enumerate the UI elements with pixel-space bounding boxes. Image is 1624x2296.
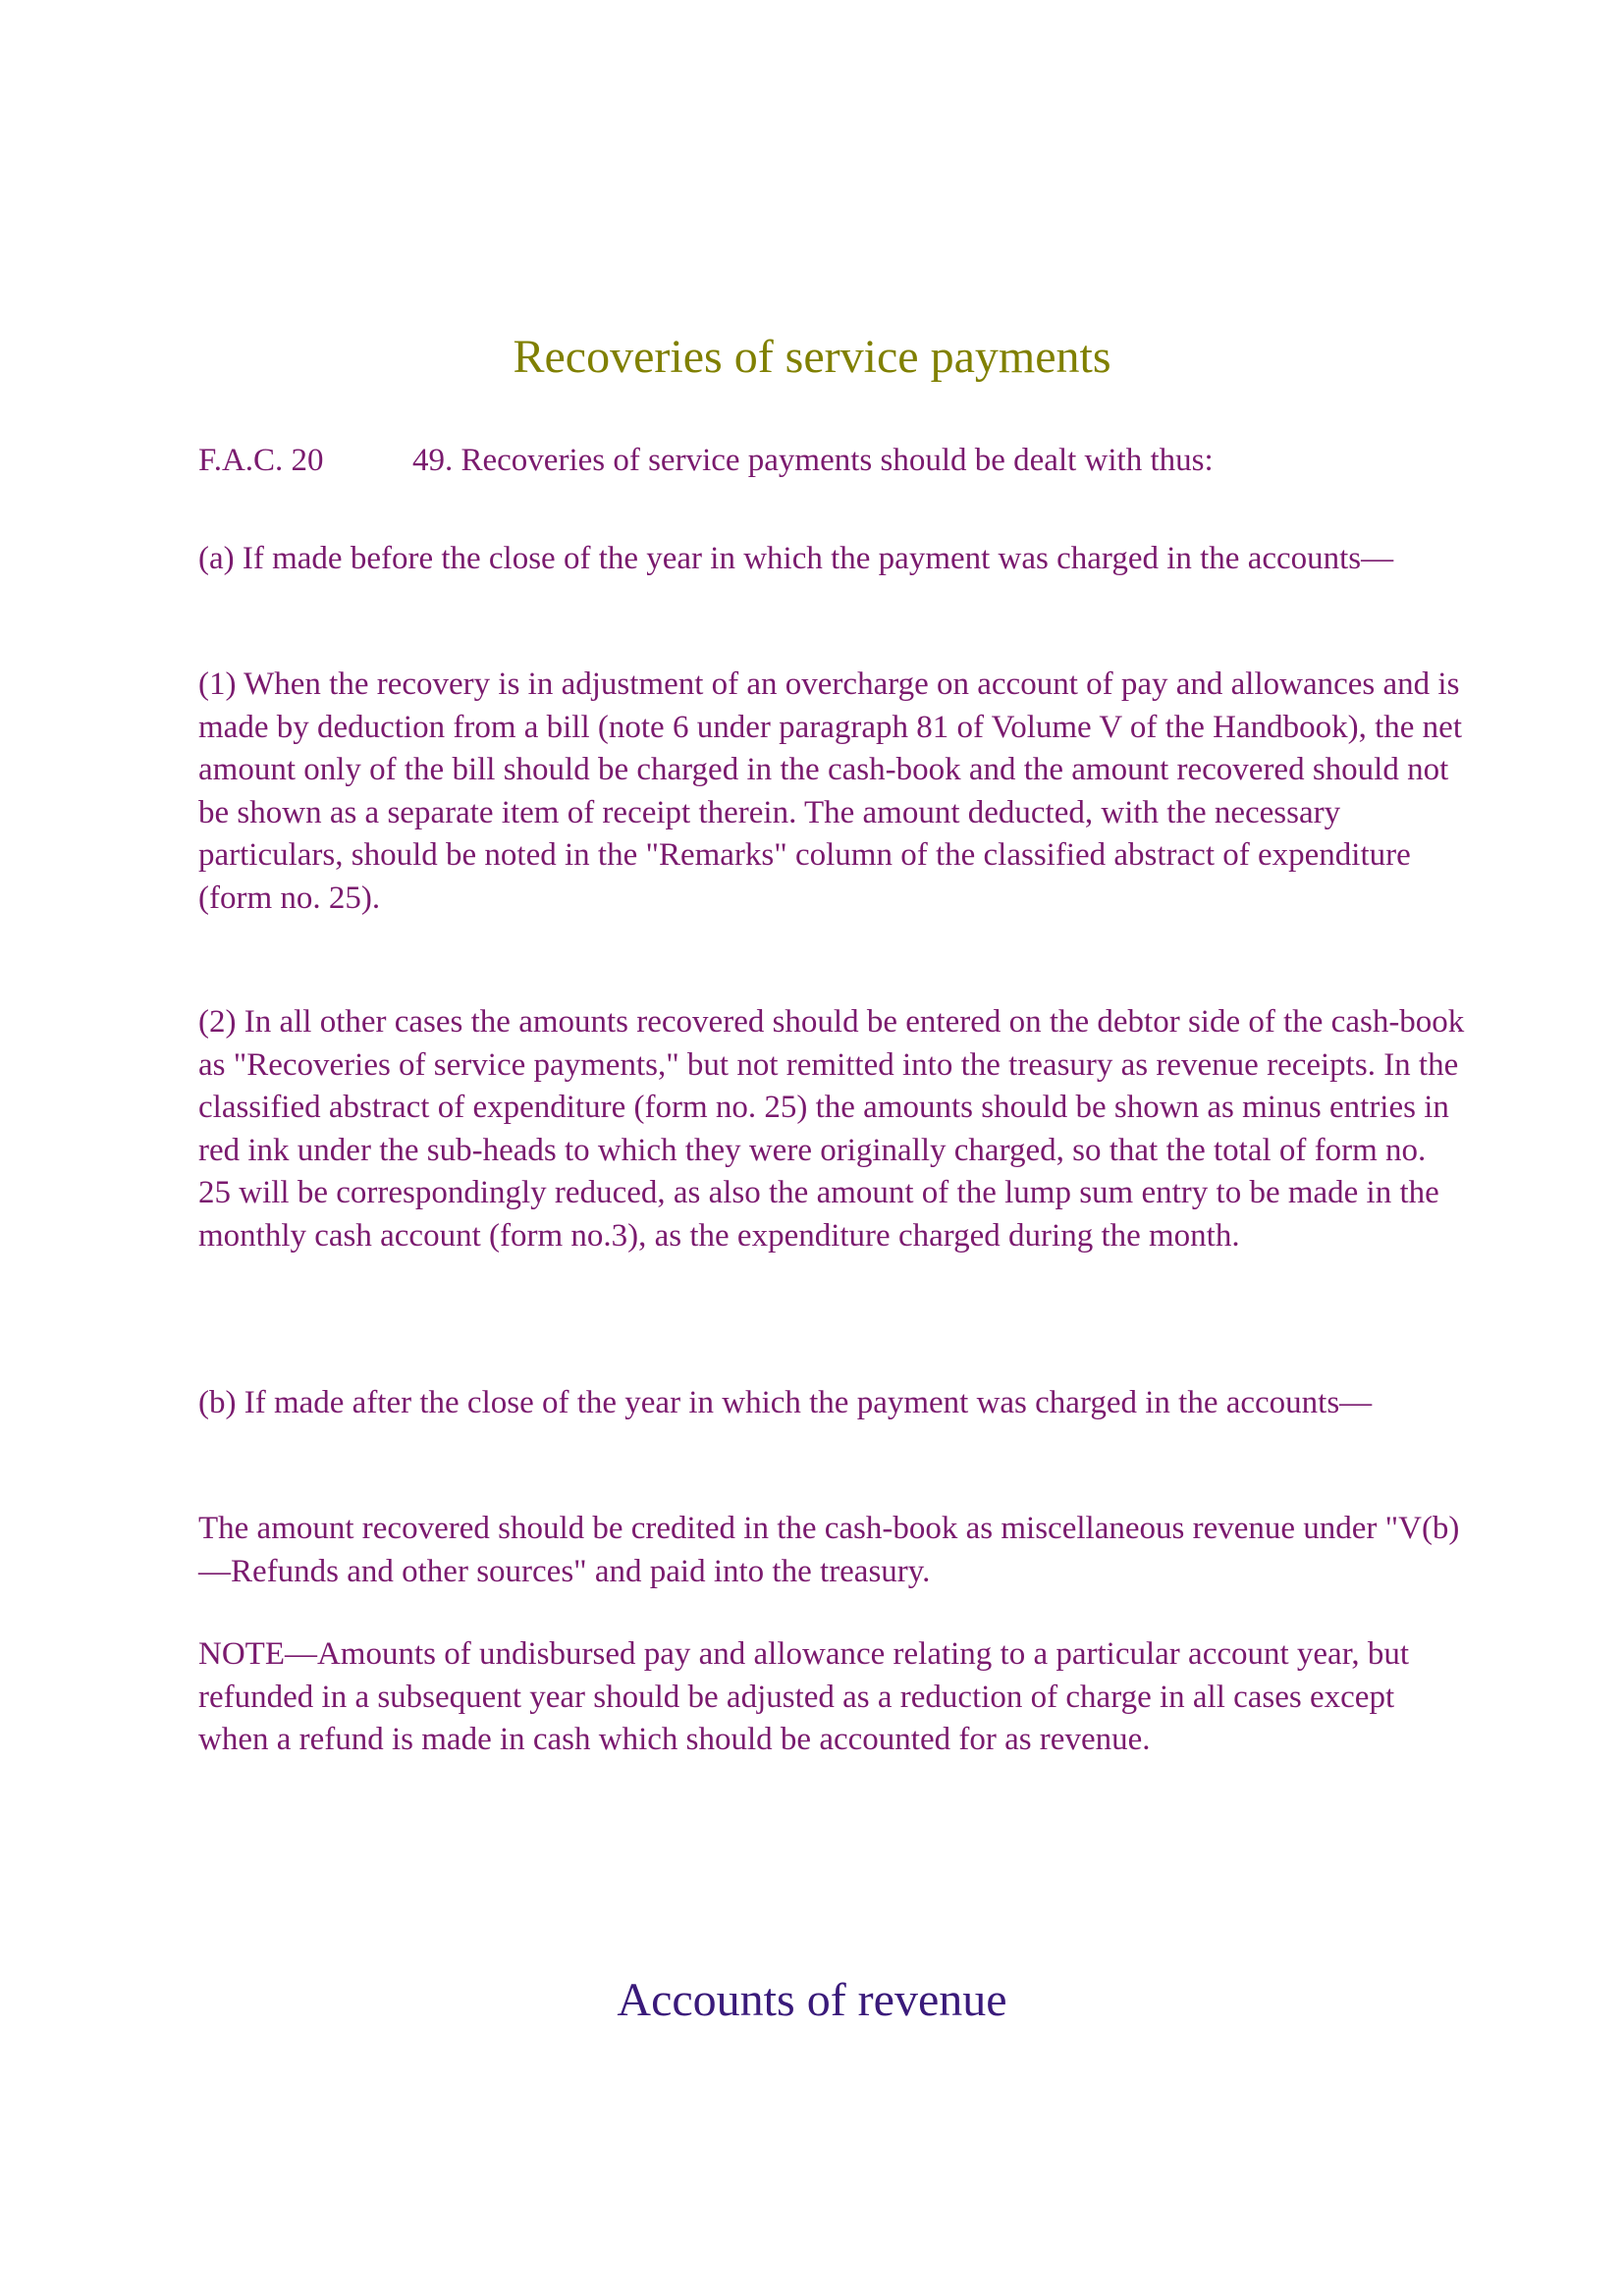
- section-title-next: Accounts of revenue: [617, 1974, 1007, 2026]
- clause-b-detail: The amount recovered should be credited in the cash-book as miscellaneous revenue under "V(b)—Refunds and other sources" and paid into the treasury.: [198, 1511, 1460, 1589]
- clause-2: (2) In all other cases the amounts recovered should be entered on the debtor side of the cash-book as "Recoveries of service payments," but not remitted into the treasury as revenue receipts. In the classified abstract of expenditure (form no. 25) the amounts should be shown as minus entries in red ink under the sub-heads to which they were originally charged, so that the total of form no. 25 will be correspondingly reduced, as also the amount of the lump sum entry to be made in the monthly cash account (form no.3), as the expenditure charged during the month.: [198, 1004, 1465, 1254]
- note-paragraph: NOTE—Amounts of undisbursed pay and allowance relating to a particular account year, but refunded in a subsequent year should be adjusted as a reduction of charge in all cases except when a refund is made in cash which should be accounted for as revenue.: [198, 1636, 1410, 1757]
- section-title: Recoveries of service payments: [513, 331, 1111, 383]
- reference-code: F.A.C. 20: [198, 443, 324, 478]
- clause-a: (a) If made before the close of the year in which the payment was charged in the accounts—: [198, 541, 1394, 576]
- reference-row: [198, 440, 1465, 483]
- clause-1: (1) When the recovery is in adjustment of an overcharge on account of pay and allowances and is made by deduction from a bill (note 6 under paragraph 81 of Volume V of the Handbook), the net amount only of the bill should be charged in the cash-book and the amount recovered should not be shown as a separate item of receipt therein. The amount deducted, with the necessary particulars, should be noted in the "Remarks" column of the classified abstract of expenditure (form no. 25).: [198, 667, 1462, 916]
- lead-paragraph: 49. Recoveries of service payments should be dealt with thus:: [412, 443, 1214, 478]
- clause-b: (b) If made after the close of the year in which the payment was charged in the accounts—: [198, 1385, 1373, 1420]
